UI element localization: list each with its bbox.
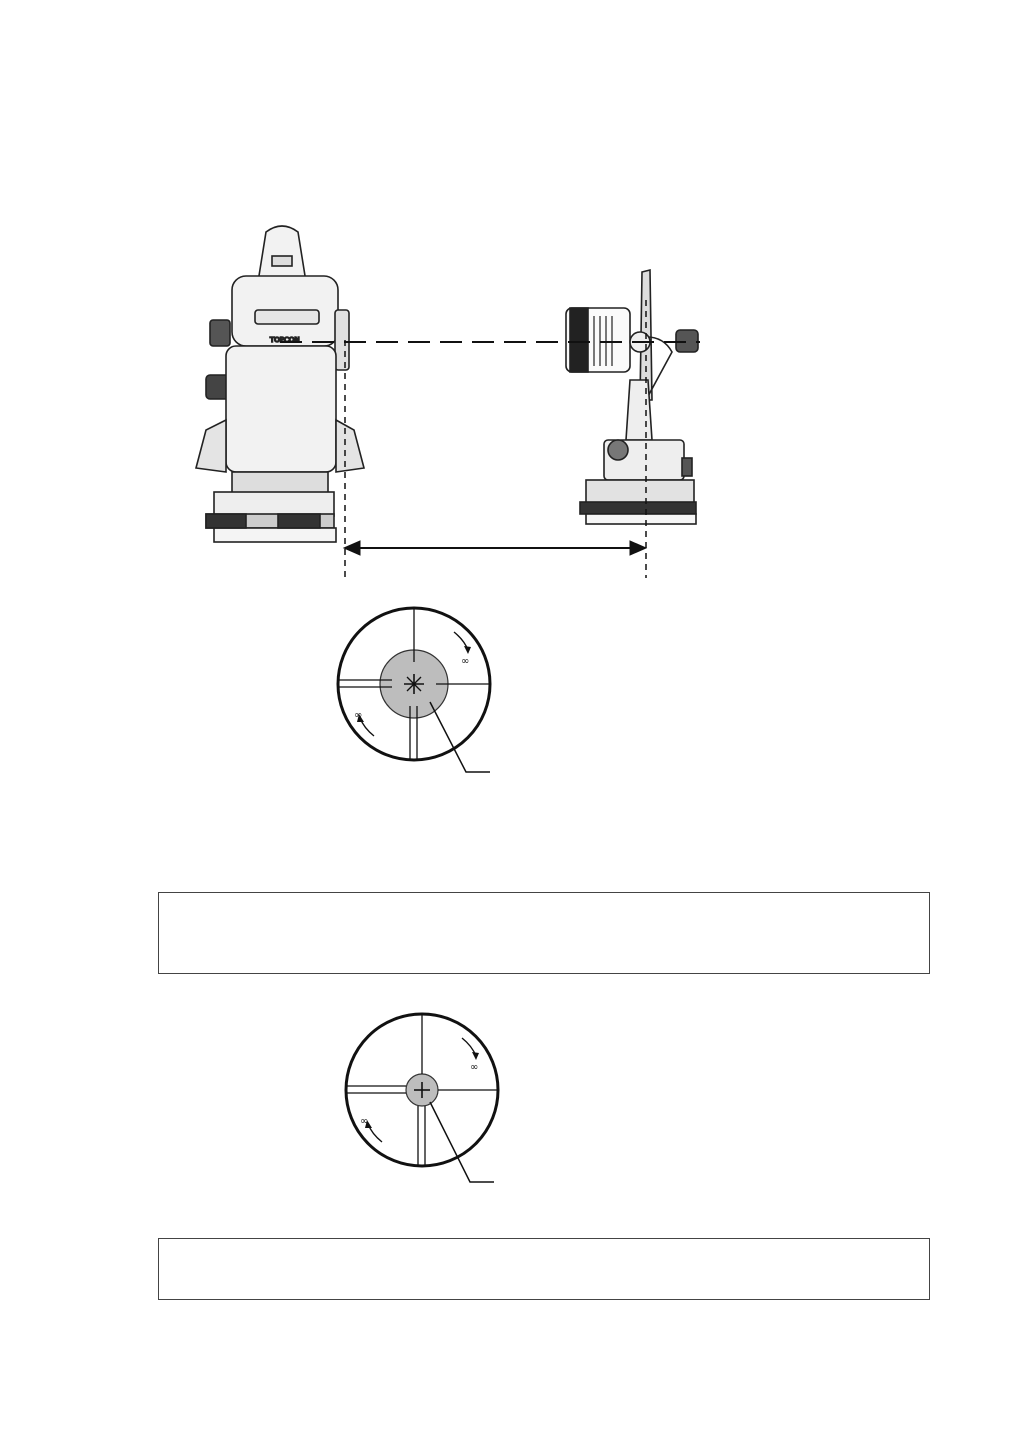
infinity-mark-top: ∞ bbox=[461, 656, 470, 667]
distance-arrow bbox=[344, 541, 646, 555]
note-box-1 bbox=[158, 892, 930, 974]
target-prism-illustration bbox=[566, 270, 698, 524]
instrument-diagram bbox=[0, 0, 1032, 600]
infinity-mark-bottom: ∞ bbox=[354, 710, 363, 721]
note-box-2 bbox=[158, 1238, 930, 1300]
reticle-view-2 bbox=[322, 1000, 522, 1200]
infinity-mark-top: ∞ bbox=[470, 1062, 479, 1073]
reticle-view-1 bbox=[314, 592, 514, 792]
infinity-mark-bottom: ∞ bbox=[360, 1116, 369, 1127]
total-station-illustration bbox=[196, 226, 364, 542]
brand-label: TOPCON bbox=[270, 336, 300, 344]
